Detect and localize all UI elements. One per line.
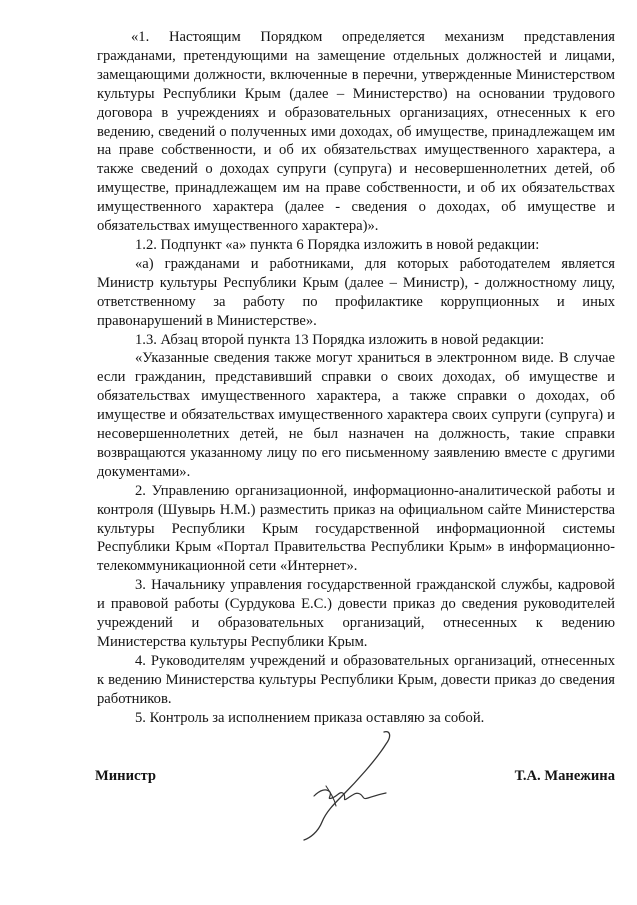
paragraph-1: «1. Настоящим Порядком определяется механизм представления гражданами, претендующими на замещение отдельных должностей и лицами, замещающими должности, включенные в перечни, утвержденные Министерством культуры Республики Крым (далее – Министерство) на основании трудового договора в учреждениях и образовательных организациях, отнесенных к его ведению, сведений о полученных ими доходах, об имуществе, принадлежащем им на праве собственности, и об их обязательствах имущественного характера, а также сведений о доходах супруги (супруга) и несовершеннолетних детей, об имуществе, принадлежащем им на праве собственности, и об их обязательствах имущественного характера (далее - сведения о доходах, об имуществе и обязательствах имущественного характера)». [97,29,615,235]
paragraph-3: 3. Начальнику управления государственной гражданской службы, кадровой и правовой работы (Сурдукова Е.С.) довести приказ до сведения руководителей учреждений и образовательных организаций, отнесенных к ведению Министерства культуры Республики Крым. [97,577,615,650]
paragraph-4: 4. Руководителям учреждений и образовательных организаций, отнесенных к ведению Министерства культуры Республики Крым, довести приказ до сведения работников. [97,652,615,707]
signatory-title: Министр [95,768,156,784]
handwritten-signature [296,726,406,846]
paragraph-1-2-text: «а) гражданами и работниками, для которых работодателем является Министр культуры Республики Крым (далее – Министр), - должностному лицу, ответственному за работу по профилактике коррупционных и иных правонарушений в Министерстве». [97,255,615,329]
paragraph-2: 2. Управлению организационной, информационно-аналитической работы и контроля (Шувырь Н.М.) разместить приказ на официальном сайте Министерства культуры Республики Крым государственной информационной системы Республики Крым «Портал Правительства Республики Крым» в информационно-телекоммуникационной сети «Интернет». [97,482,615,575]
paragraph-1-3-text: «Указанные сведения также могут храниться в электронном виде. В случае если гражданин, представивший справки о своих доходах, об имуществе и обязательствах имущественного характера, а также справки о доходах, об имуществе и обязательствах имущественного характера своих супруги (супруга) и несовершеннолетних детей, не был назначен на должность, такие справки возвращаются указанному лицу по его письменному заявлению вместе с другими документами». [97,350,615,480]
paragraph-5: 5. Контроль за исполнением приказа оставляю за собой. [135,709,485,726]
document-body [97,28,615,728]
signatory-name: Т.А. Манежина [514,768,615,784]
paragraph-1-3: 1.3. Абзац второй пункта 13 Порядка изложить в новой редакции: [135,331,545,348]
paragraph-1-2: 1.2. Подпункт «а» пункта 6 Порядка изложить в новой редакции: [135,236,540,253]
